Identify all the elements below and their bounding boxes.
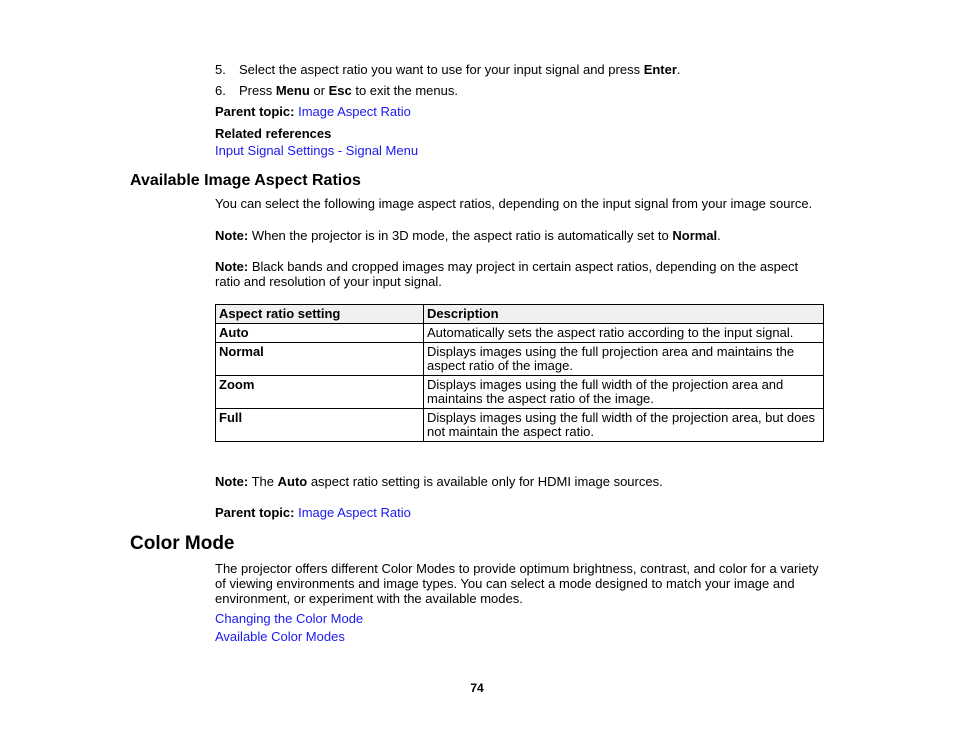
setting-cell: Zoom [216,376,424,409]
table-header: Aspect ratio setting [216,305,424,324]
key-esc: Esc [328,83,352,98]
step-text: Select the aspect ratio you want to use for your input signal and press [239,62,644,77]
available-color-modes-link[interactable]: Available Color Modes [215,629,345,644]
note-text: When the projector is in 3D mode, the aspect ratio is automatically set to [248,228,673,243]
parent-topic-1 [215,104,830,119]
key-enter: Enter [643,62,677,77]
note-auto-hdmi [215,474,830,489]
page-number: 74 [470,681,484,695]
changing-color-mode-link[interactable]: Changing the Color Mode [215,611,364,626]
table-header-row [216,305,824,324]
table-row [216,376,824,409]
note-text: Black bands and cropped images may project in certain aspect ratios, depending on the aspect ratio and resolution of your input signal. [215,259,799,289]
step-text-end: to exit the menus. [351,83,458,98]
note-label: Note: [215,259,249,274]
table-row [216,409,824,442]
related-reference-link[interactable]: Input Signal Settings - Signal Menu [215,143,419,158]
parent-topic-link[interactable]: Image Aspect Ratio [298,505,411,520]
color-mode-link-1 [215,611,830,626]
note-bold: Normal [672,228,718,243]
description-cell: Automatically sets the aspect ratio according to the input signal. [424,324,824,343]
note-label: Note: [215,228,249,243]
table-row [216,343,824,376]
note-text-end: aspect ratio setting is available only for HDMI image sources. [307,474,663,489]
parent-topic-label: Parent topic: [215,104,295,119]
setting-cell: Normal [216,343,424,376]
note-text: The [248,474,278,489]
step-number: 5. [215,62,226,77]
section-heading-color-mode: Color Mode [130,533,235,554]
color-mode-link-2 [215,629,830,644]
section-intro: You can select the following image aspect ratios, depending on the input signal from your image source. [215,196,813,211]
section-heading-aspect-ratios: Available Image Aspect Ratios [130,172,361,189]
related-references-label: Related references [215,126,332,141]
related-references [215,143,830,158]
description-cell: Displays images using the full width of the projection area and maintains the aspect ratio of the image. [424,376,824,409]
note-black-bands [215,259,815,289]
parent-topic-2 [215,505,830,520]
step-text-mid: or [309,83,329,98]
description-cell: Displays images using the full width of the projection area, but does not maintain the aspect ratio. [424,409,824,442]
parent-topic-label: Parent topic: [215,505,295,520]
step-text-end: . [676,62,681,77]
step-6 [215,83,458,98]
note-3d-mode [215,228,830,243]
parent-topic-link[interactable]: Image Aspect Ratio [298,104,411,119]
step-text: Press [239,83,276,98]
table-header: Description [424,305,824,324]
note-label: Note: [215,474,249,489]
step-number: 6. [215,83,226,98]
setting-cell: Full [216,409,424,442]
description-cell: Displays images using the full projection area and maintains the aspect ratio of the image. [424,343,824,376]
table-row [216,324,824,343]
setting-cell: Auto [216,324,424,343]
color-mode-intro: The projector offers different Color Modes to provide optimum brightness, contrast, and color for a variety of viewing environments and image types. You can select a mode designed to match your image and environment, or experiment with the available modes. [215,561,819,606]
key-menu: Menu [275,83,310,98]
step-5 [215,62,681,77]
note-bold: Auto [277,474,308,489]
note-text-end: . [717,228,721,243]
aspect-ratio-table [215,304,824,442]
